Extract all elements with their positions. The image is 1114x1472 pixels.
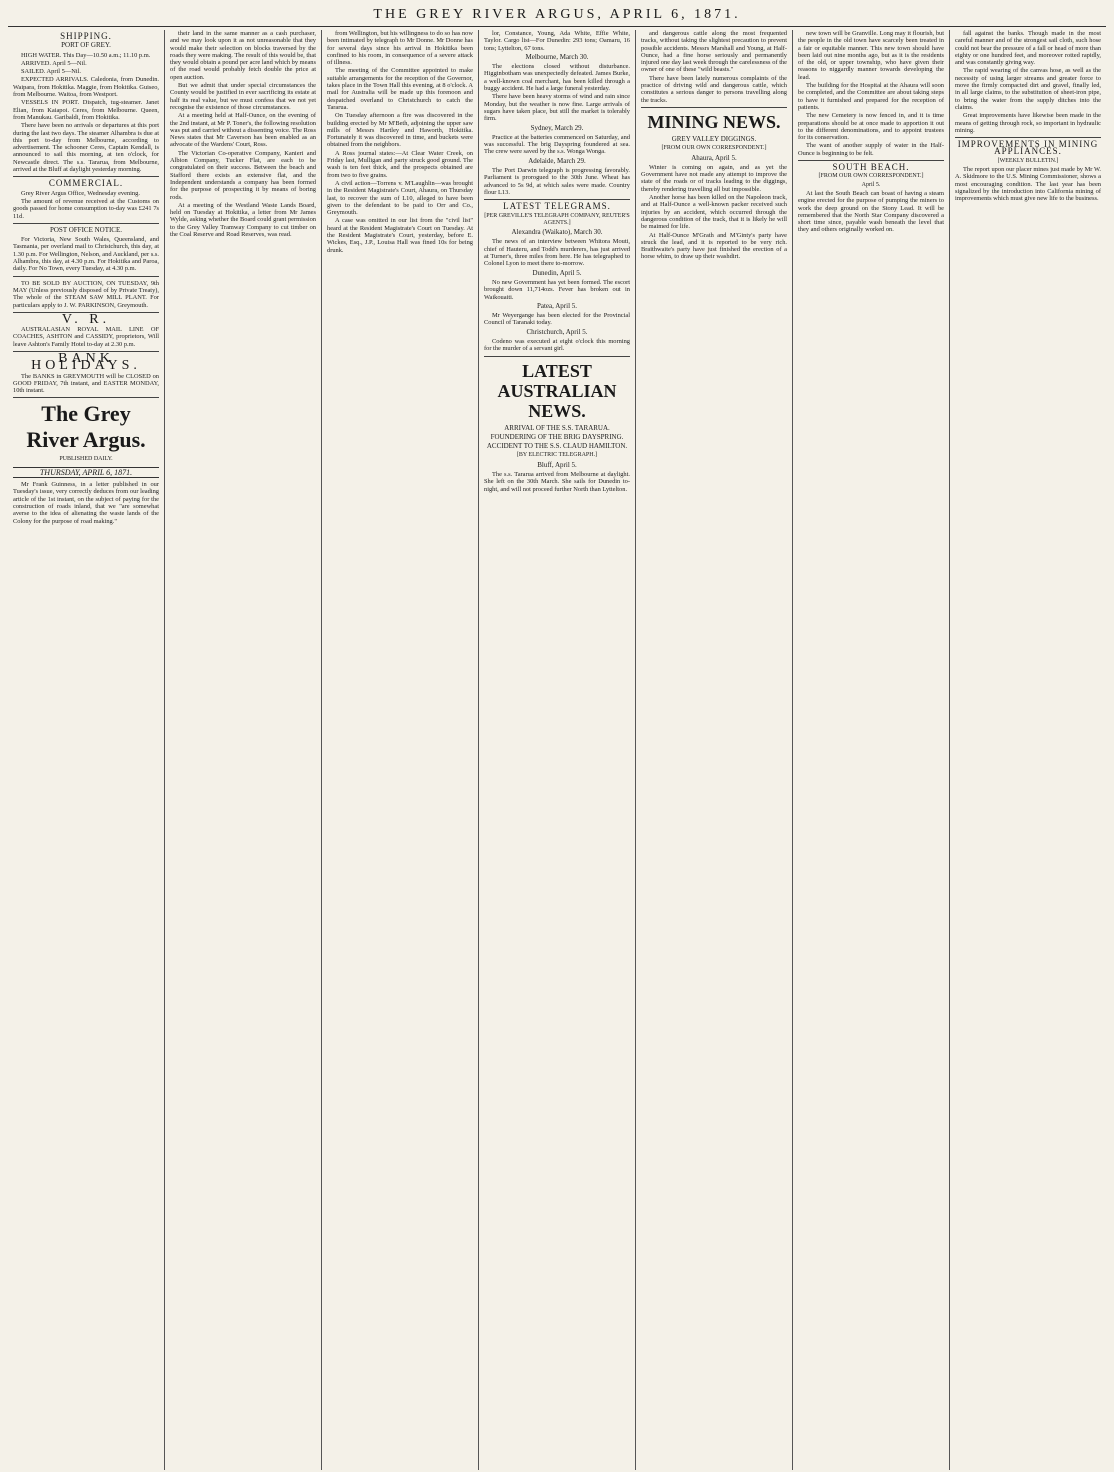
foundering-subhead: FOUNDERING OF THE BRIG DAYSPRING.: [490, 432, 624, 441]
tararua-subhead: ARRIVAL OF THE S.S. TARARUA.: [504, 423, 610, 432]
dateline-bluff: Bluff, April 5.: [537, 460, 577, 469]
improvements-heading: IMPROVEMENTS IN MINING APPLIANCES.: [957, 139, 1099, 157]
vessels-in-port: VESSELS IN PORT. Dispatch, tug-steamer. Janet Elian, from Kaiapoi. Ceres, from Melbourne. Queen, from Manukau. Garibaldi, from Hokitika.: [13, 99, 159, 121]
commercial-office: Grey River Argus Office, Wednesday evening.: [21, 189, 140, 197]
divider: [484, 199, 630, 200]
high-water: HIGH WATER. This Day—10.50 a.m.; 11.10 p.m.: [21, 51, 151, 59]
article-paragraph: The news of an interview between Whitora Mouti, chief of Hauteru, and Todd's murderers, has just arrived at Turner's, three miles from here. He has telegraphed to Colonel Lyon to meet there to-morrow.: [484, 238, 630, 268]
article-paragraph: Great improvements have likewise been made in the means of getting through rock, so important in hydraulic mining.: [955, 112, 1101, 134]
divider: [955, 137, 1101, 138]
dateline-alexandra: Alexandra (Waikato), March 30.: [511, 228, 603, 237]
post-office-heading: POST OFFICE NOTICE.: [49, 225, 123, 234]
article-paragraph: The want of another supply of water in the Half-Ounce is beginning to be felt.: [798, 142, 944, 157]
article-paragraph: No new Government has yet been formed. The escort brought down 11,714ozs. Fever has broken out in Waikouaiti.: [484, 278, 630, 301]
agency-note: [PER GREVILLE'S TELEGRAPH COMPANY, REUTER'S AGENTS.]: [484, 212, 630, 226]
port-heading: PORT OF GREY.: [61, 41, 111, 50]
article-paragraph: At a meeting held at Half-Ounce, on the evening of the 2nd instant, at Mr P. Toner's, the following resolution was put and carried without a dissenting voice. The Ross News states that Mr Caverson has been enabled as an advocate of the Wardens' Court, Ross.: [170, 112, 316, 149]
article-paragraph: A Ross journal states:—At Clear Water Creek, on Friday last, Mulligan and party struck good ground. The wash is ten feet thick, and the prospects obtained are from two to five grains.: [327, 149, 473, 179]
article-paragraph: Winter is coming on again, and as yet the Government have not made any attempt to improve the state of the roads or of tracks leading to the diggings, thereby rendering travelling all but impossible.: [641, 163, 787, 193]
divider: [13, 397, 159, 398]
dateline-christchurch: Christchurch, April 5.: [526, 327, 588, 336]
arrived: ARRIVED. April 5—Nil.: [21, 59, 87, 67]
masthead: THE GREY RIVER ARGUS, APRIL 6, 1871.: [8, 4, 1106, 27]
shipping-heading: SHIPPING.: [60, 31, 112, 41]
article-paragraph: The Victorian Co-operative Company, Kanieri and Albion Company, Tucker Flat, are each to be congratulated on their success. Between the beach and Stafford there exists an extensive flat, and the Independent understands a company has been formed for the purpose of prospecting it by means of boring rods.: [170, 149, 316, 201]
weekly-bulletin-note: [WEEKLY BULLETIN.]: [997, 157, 1059, 164]
article-paragraph: their land in the same manner as a cash purchaser, and we may look upon it as not unreasonable that they would make their selection on blocks traversed by the roads they were making. The result of this would be, that they would obtain a pound per acre land which by means of the road would probably fetch double the price at open auction.: [170, 30, 316, 81]
grey-valley-subhead: GREY VALLEY DIGGINGS.: [671, 134, 757, 143]
divider: [641, 107, 787, 108]
correspondent-note: [FROM OUR OWN CORRESPONDENT.]: [818, 173, 924, 180]
article-paragraph: The s.s. Tararua arrived from Melbourne at daylight. She left on the 30th March. She sails for Dunedin to-night, and will not proceed further North than Lyttelton.: [484, 471, 630, 493]
editorial: Mr Frank Guinness, in a letter published in our Tuesday's issue, very correctly deduces from our leading article of the 1st instant, on the subject of paying for the construction of roads inland, that we "are somewhat averse to the idea of alienating the waste lands of the Colony for the purpose of road making.": [13, 481, 159, 525]
article-paragraph: new town will be Granville. Long may it flourish, but the people in the old town have scarcely been treated in a fair or equitable manner. This new town should have been laid out nine months ago, but as it is the residents of the old, or upper township, who have given their reasons to niggardly manner towards developing the lead.: [798, 30, 944, 81]
article-paragraph: At Half-Ounce M'Grath and M'Ginty's party have struck the lead, and it is reported to be very rich. Braithwaite's party have just finished the erection of a horse whim, to draw up their washdirt.: [641, 231, 787, 261]
columns: [8, 30, 1106, 1470]
published-daily: PUBLISHED DAILY.: [59, 456, 113, 463]
electric-telegraph-note: [BY ELECTRIC TELEGRAPH.]: [516, 452, 598, 459]
south-beach-heading: SOUTH BEACH.: [832, 162, 910, 173]
article-paragraph: But we admit that under special circumstances the County would be justified in ever sacrificing its estate at half its real value, but we must confess that we not yet recognise the existence of those circumstances.: [170, 82, 316, 111]
correspondent-note: [FROM OUR OWN CORRESPONDENT.]: [661, 145, 767, 152]
dateline-adelaide: Adelaide, March 29.: [528, 156, 586, 165]
article-paragraph: There have been lately numerous complaints of the practice of driving wild and dangerous cattle, which constitutes a serious danger to persons travelling along the tracks.: [641, 74, 787, 104]
article-paragraph: from Wellington, but his willingness to do so has now been intimated by telegraph to Mr Donne. Mr Donne has for several days since his arrival in Hokitika been confined to his room, in consequence of a severe attack of illness.: [327, 30, 473, 67]
commercial-body: The amount of revenue received at the Customs on goods passed for home consumption to-day was £241 7s 11d.: [13, 197, 159, 220]
latest-australian-news-heading: LATEST AUSTRALIAN NEWS.: [497, 360, 617, 421]
divider: [13, 276, 159, 277]
vr-crest: V. R.: [61, 311, 111, 327]
column-7: [950, 30, 1106, 1470]
divider: [798, 160, 944, 161]
article-paragraph: The rapid wearing of the canvas hose, as well as the necessity of using larger streams and greater force to move the firmly compacted dirt and gravel, finally led, in all large claims, to the substitution of sheet-iron pipe, to bring the water from the supply ditches into the claims.: [955, 67, 1101, 111]
article-paragraph: At last the South Beach can boast of having a steam engine erected for the purpose of pumping the miners to work the deep ground on the Stony Lead. It will be remembered that the North Star Company discovered a short time since, payable wash beneath the level that they and others originally worked on.: [798, 189, 944, 234]
column-6: [793, 30, 950, 1470]
accident-subhead: ACCIDENT TO THE S.S. CLAUD HAMILTON.: [486, 442, 628, 451]
shipping-body: There have been no arrivals or departures at this port during the last two days. The steamer Alhambra is due at this port to-day from Melbourne, according to advertisement. The schooner Ceres, Captain Kendall, is announced to sail this morning, at ten o'clock, for Newcastle direct. The s.s. Tararua, from Melbourne, arrived at the Bluff at daylight yesterday morning.: [13, 122, 159, 174]
article-paragraph: At a meeting of the Westland Waste Lands Board, held on Tuesday at Hokitika, a letter from Mr James Wylde, asking whether the Board could grant permission to the Grey Valley Tramway Company to cut timber on the Coal Reserve and Road Reserves, was read.: [170, 201, 316, 239]
expected-arrivals: EXPECTED ARRIVALS. Caledonia, from Dunedin. Waipara, from Hokitika. Maggie, from Hokitika. Guiseo, from Melbourne. Waitoa, from Westport.: [13, 76, 159, 99]
column-3: [322, 30, 479, 1470]
article-paragraph: Practice at the batteries commenced on Saturday, and was successful. The brig Dayspring foundered at sea. The crew were saved by the s.s. Wonga Wonga.: [484, 133, 630, 156]
column-5: [636, 30, 793, 1470]
paper-title: The Grey River Argus.: [26, 401, 146, 453]
dateline-ahaura: Ahaura, April 5.: [691, 153, 737, 162]
article-paragraph: fall against the banks. Though made in the most careful manner and of the strongest sail cloth, such hose could not bear the pressure of a fall or head of more than eighty or one hundred feet, and moreover rotted rapidly, and was constantly giving way.: [955, 30, 1101, 67]
dateline-dunedin: Dunedin, April 5.: [532, 268, 582, 277]
dateline-melbourne: Melbourne, March 30.: [525, 52, 589, 61]
column-1: [8, 30, 165, 1470]
dateline-patea: Patea, April 5.: [536, 301, 578, 310]
article-paragraph: The building for the Hospital at the Ahaura will soon be completed, and the Committee are about taking steps to have it furnished and prepared for the reception of patients.: [798, 82, 944, 111]
latest-telegrams-heading: LATEST TELEGRAMS.: [503, 201, 611, 212]
article-paragraph: A case was omitted in our list from the "civil list" heard at the Resident Magistrate's Court on Tuesday. At the Resident Magistrate's Court, yesterday, before E. Wickes, Esq., J.P., Louisa Hall was fined 10s for being drunk.: [327, 217, 473, 254]
auction-notice: TO BE SOLD BY AUCTION, ON TUESDAY, 9th MAY (Unless previously disposed of by Private Treaty), The whole of the STEAM SAW MILL PLANT. For particulars apply to J. W. PARKINSON, Greymouth.: [13, 279, 159, 309]
divider: [484, 356, 630, 357]
article-paragraph: The meeting of the Committee appointed to make suitable arrangements for the reception of the Governor, takes place in the Town Hall this evening, at 8 o'clock. A mail for Australia will be made up this forenoon and despatched overland to Christchurch to catch the Tararua.: [327, 67, 473, 111]
article-paragraph: The elections closed without disturbance. Higginbotham was unexpectedly defeated. James Burke, a well-known coal merchant, has been killed through a buggy accident. He had a large funeral yesterday.: [484, 63, 630, 93]
dateline: THURSDAY, APRIL 6, 1871.: [13, 467, 159, 478]
article-paragraph: A civil action—Torrens v. M'Laughlin—was brought in the Resident Magistrate's Court, Ahaura, on Thursday last, to recover the sum of L10, alleged to have been given to the defendant to be paid to Orr and Co., Greymouth.: [327, 179, 473, 217]
divider: [13, 176, 159, 177]
commercial-heading: COMMERCIAL.: [48, 178, 124, 189]
divider: [13, 223, 159, 224]
article-paragraph: There have been heavy storms of wind and rain since Monday, but the weather is now fine. Large arrivals of sugars have taken place, but still the market is tolerably firm.: [484, 93, 630, 123]
article-paragraph: The new Cemetery is now fenced in, and it is time preparations should be at once made to apportion it out to the different denominations, and to appoint trustees for its conservation.: [798, 112, 944, 142]
article-paragraph: The report upon our placer mines just made by Mr W. A. Skidmore to the U.S. Mining Commissioner, shows a most encouraging condition. The last year has been signalized by the introduction into California mining of improvements which must give new life to the business.: [955, 166, 1101, 203]
mail-line-notice: AUSTRALASIAN ROYAL MAIL LINE OF COACHES, ASHTON and CASSIDY, proprietors, Will leave Ashton's Family Hotel to-day at 2.30 p.m.: [13, 326, 159, 348]
column-4: [479, 30, 636, 1470]
article-paragraph: Codeno was executed at eight o'clock this morning for the murder of a servant girl.: [484, 337, 630, 353]
bank-holidays-body: The BANKS in GREYMOUTH will be CLOSED on GOOD FRIDAY, 7th instant, and EASTER MONDAY, 10th instant.: [13, 372, 159, 395]
post-office-body: For Victoria, New South Wales, Queensland, and Tasmania, per overland mail to Christchurch, this day, at 1.30 p.m. For Wellington, Nelson, and Auckland, per s.s. Alhambra, this day, at 4.30 p.m. For Hokitika and Paroa, daily. For No Town, every Tuesday, at 4.30 p.m.: [13, 236, 159, 273]
article-paragraph: On Tuesday afternoon a fire was discovered in the building erected by Mr M'Beth, adjoining the upper saw mills of Messrs Hartley and Haworth, Hokitika. Fortunately it was discovered in time, and buckets were obtained from the neighbors.: [327, 112, 473, 149]
article-paragraph: Another horse has been killed on the Napoleon track, and at Half-Ounce a well-known packer received such injuries by an accident, which occurred through the dangerous condition of the track, that it is likely he will be maimed for life.: [641, 194, 787, 231]
bank-holidays-heading: BANK HOLIDAYS.: [31, 350, 141, 374]
article-paragraph: and dangerous cattle along the most frequented tracks, without taking the slightest precaution to prevent possible accidents. Messrs Marshall and Young, at Half-Ounce, had a fine horse seriously and permanently injured one day last week through the carelessness of the owner of one of these "wild beasts.": [641, 30, 787, 74]
mining-news-heading: MINING NEWS.: [647, 111, 781, 132]
article-paragraph: Mr Weyergange has been elected for the Provincial Council of Taranaki today.: [484, 312, 630, 327]
column-2: [165, 30, 322, 1470]
dateline-sydney: Sydney, March 29.: [530, 123, 584, 132]
sailed: SAILED. April 5—Nil.: [21, 68, 81, 76]
article-paragraph: The Port Darwin telegraph is progressing favorably. Parliament is prorogued to the 30th June. Wheat has advanced to 5s 9d, at which sales were made. Country flour L13.: [484, 167, 630, 196]
article-paragraph: lor, Constance, Young, Ada White, Effie White, Taylor. Cargo list—For Dunedin: 293 tons; Oamaru, 16 tons; Lyttelton, 67 tons.: [484, 30, 630, 52]
south-beach-date: April 5.: [861, 181, 881, 188]
